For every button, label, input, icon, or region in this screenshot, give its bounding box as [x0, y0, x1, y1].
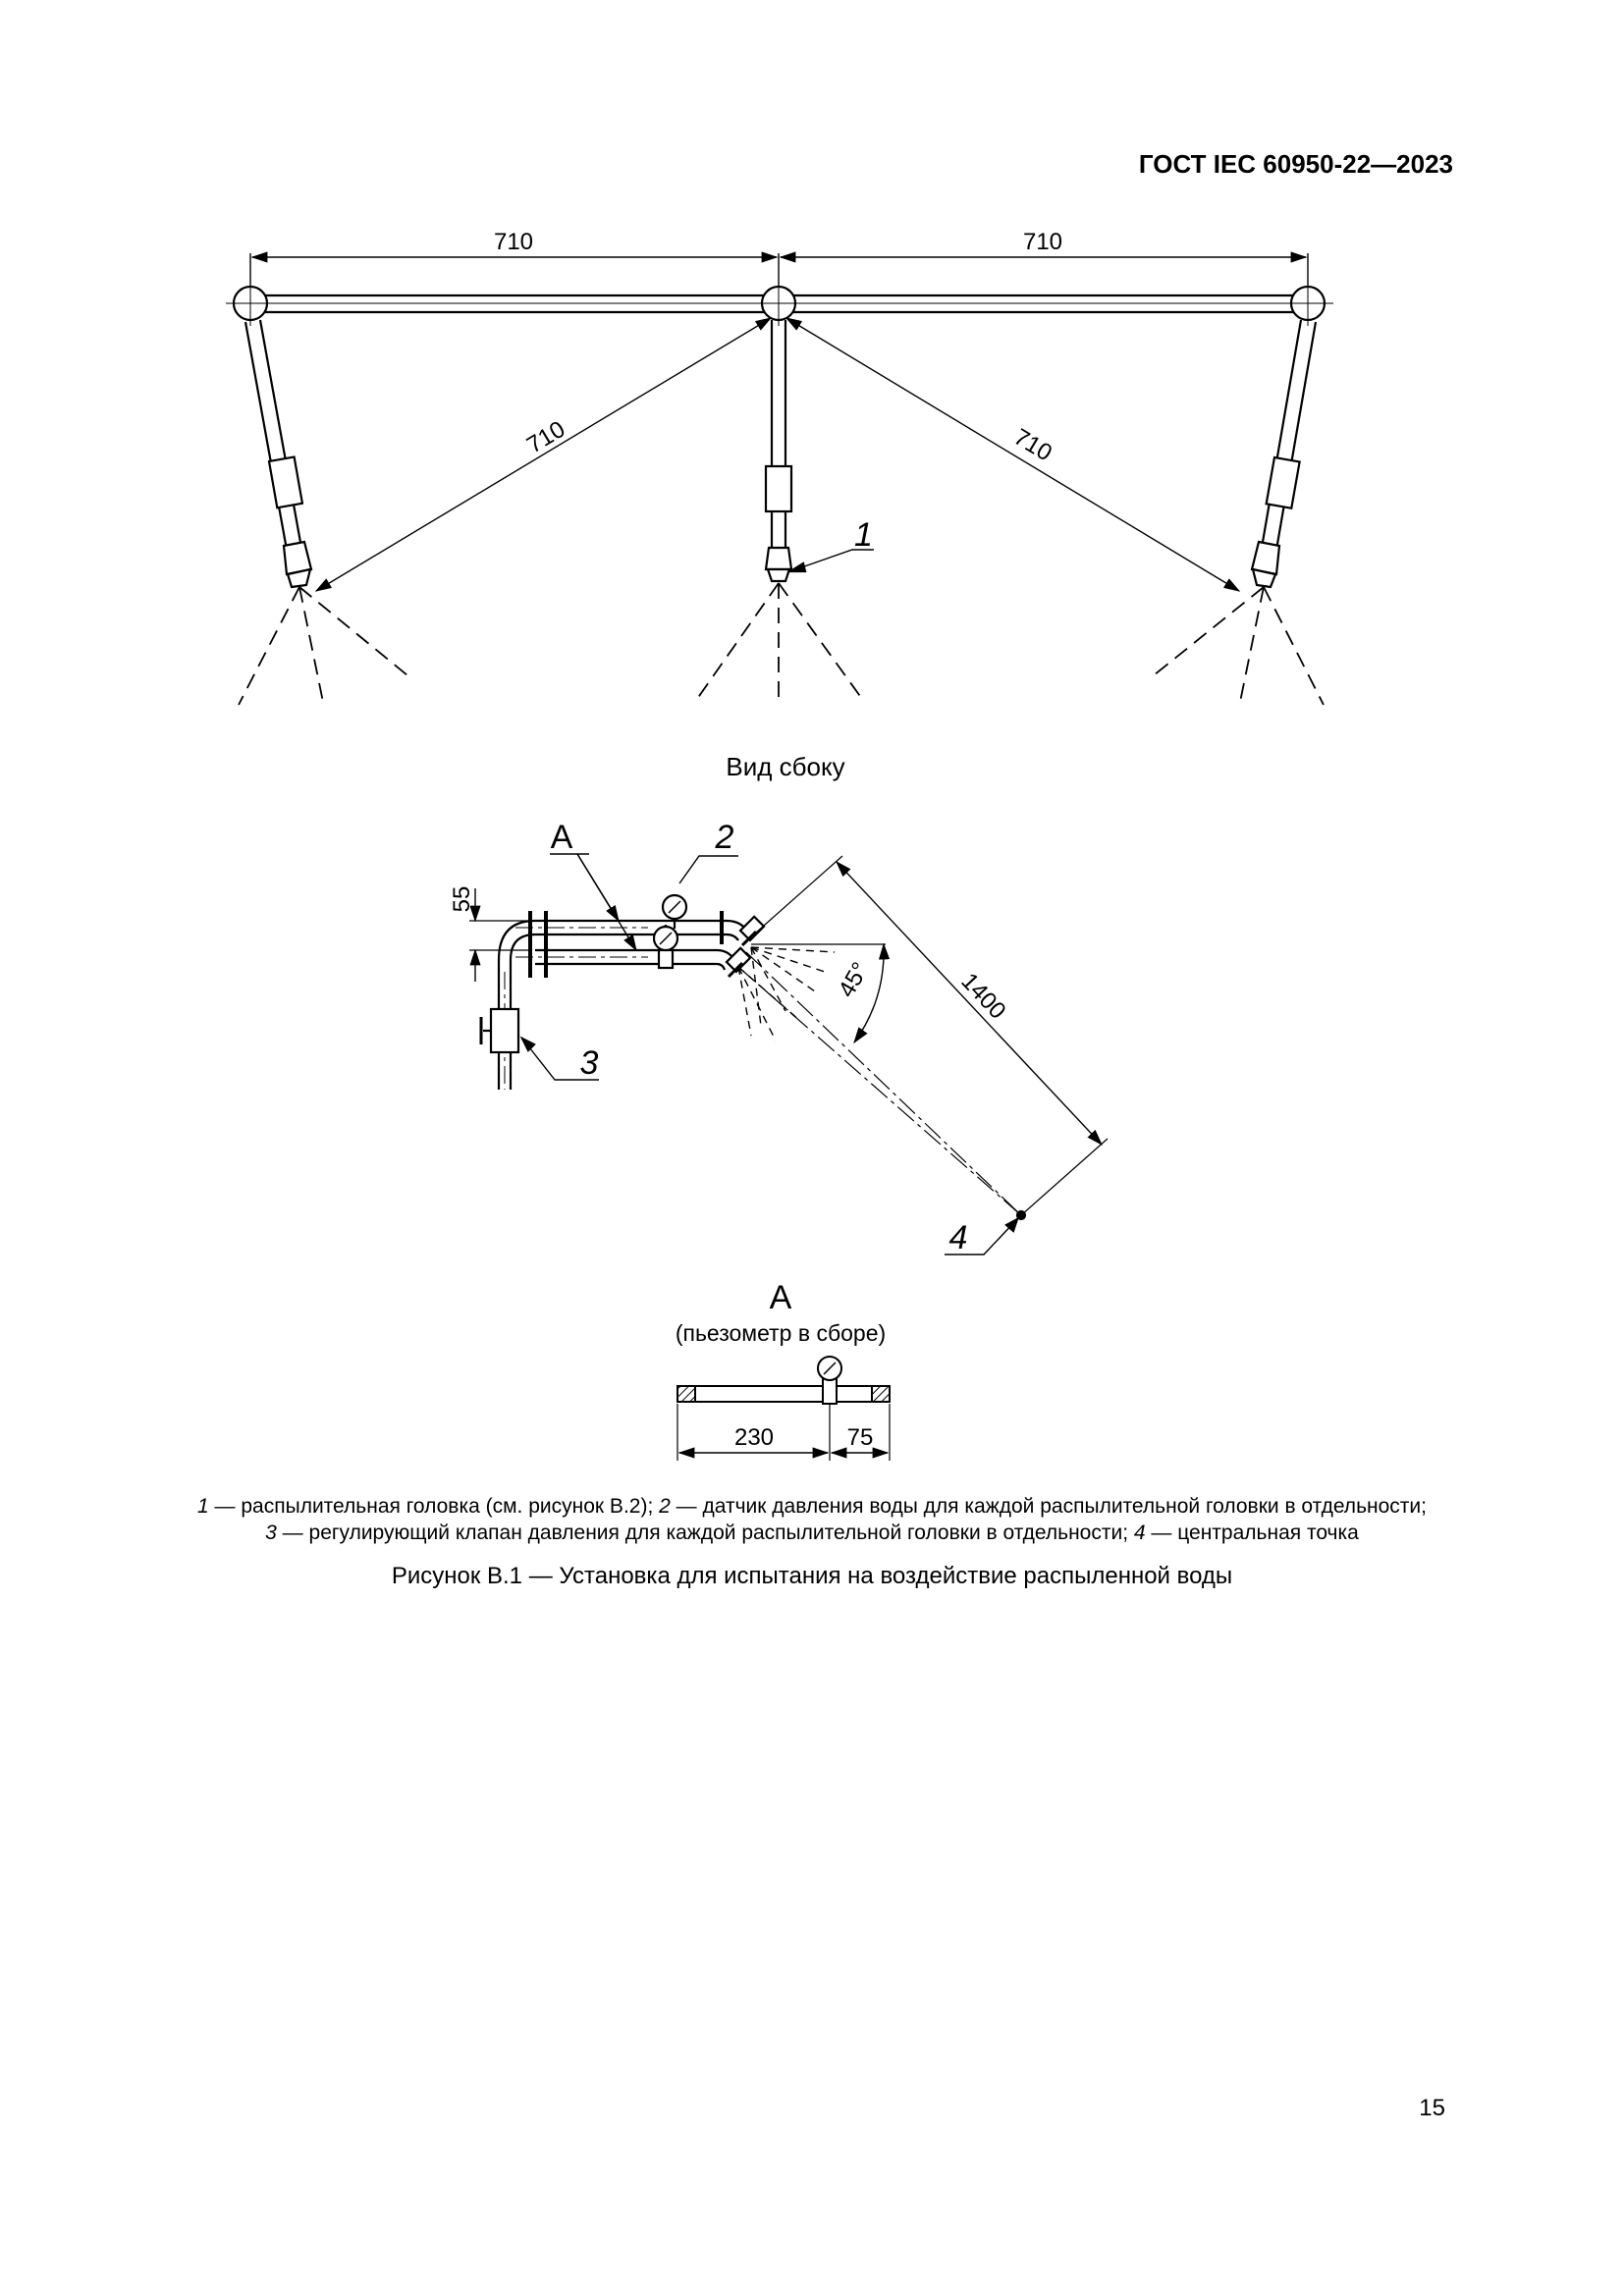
legend-num-3: 3 [265, 1522, 277, 1544]
legend-num-4: 4 [1133, 1522, 1146, 1544]
side-view [469, 854, 1108, 1255]
legend-text-1: — распылительная головка (см. рисунок B.2); [208, 1495, 660, 1518]
callout-3: 3 [579, 1044, 599, 1082]
detail-a-subtitle: (пьезометр в сборе) [675, 1320, 887, 1346]
document-header: ГОСТ IEC 60950-22—2023 [1138, 149, 1453, 179]
legend-text-4: — центральная точка [1145, 1522, 1359, 1544]
dim-75: 75 [846, 1424, 874, 1451]
figure-caption: Рисунок B.1 — Установка для испытания на воздействие распыленной воды [391, 1563, 1233, 1589]
legend-text-3: — регулирующий клапан давления для каждой распылительной головки в отдельности; [276, 1522, 1134, 1544]
top-view [226, 253, 1333, 707]
callout-1: 1 [854, 516, 873, 554]
legend-line-2 [0, 1522, 1624, 1545]
dim-230: 230 [733, 1424, 775, 1451]
label-a: A [550, 819, 573, 856]
dim-710-top-right: 710 [1022, 229, 1063, 255]
dim-55: 55 [449, 885, 475, 913]
legend-line-1 [0, 1495, 1624, 1519]
callout-4: 4 [948, 1219, 968, 1256]
legend-num-1: 1 [197, 1495, 209, 1518]
legend-text-2: — датчик давления воды для каждой распылительной головки в отдельности; [670, 1495, 1427, 1518]
dim-710-diag-left: 710 [522, 415, 570, 459]
dim-line-1400 [837, 862, 1102, 1145]
legend-num-2: 2 [659, 1495, 671, 1518]
diag-dim-left [316, 318, 771, 591]
angle-45: 45° [833, 957, 875, 1002]
dim-710-top-left: 710 [493, 229, 534, 255]
callout-2: 2 [715, 819, 734, 856]
side-view-title: Вид сбоку [726, 752, 845, 781]
dim-1400: 1400 [955, 968, 1011, 1025]
detail-a-title: A [769, 1279, 792, 1316]
page-number: 15 [1419, 2095, 1445, 2121]
dim-710-diag-right: 710 [1008, 423, 1056, 467]
